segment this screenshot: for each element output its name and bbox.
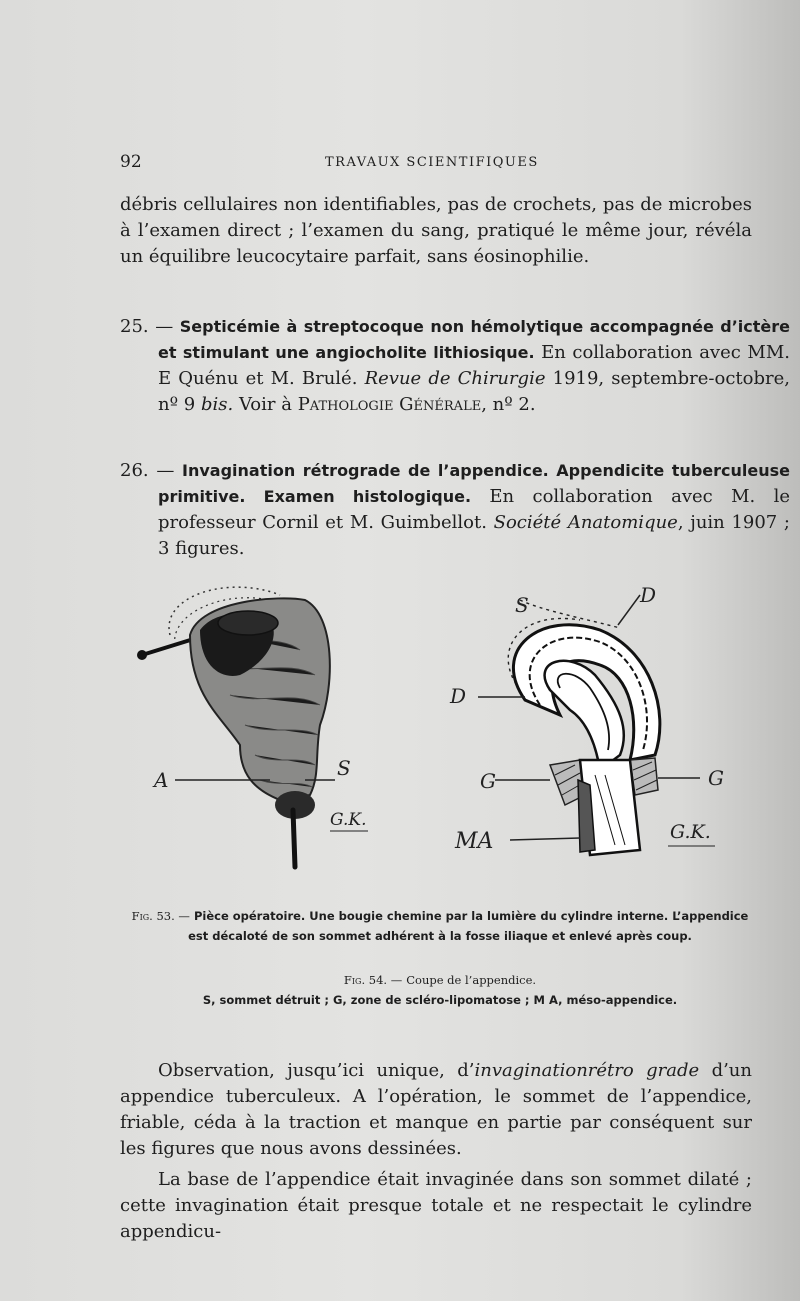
- paragraph-continued: [120, 192, 752, 270]
- paragraph-text: débris cellulaires non identifiables, pas de crochets, pas de microbes à l’examen direct ; l’examen du sang, pratiqué le même jour, révéla un équilibre leucocytaire parfait, sans éosinophilie.: [120, 194, 752, 267]
- figure-54-signature: G.K.: [670, 821, 711, 843]
- entry-text: , juin 1907 ; 3 figures.: [158, 512, 790, 559]
- paragraph-italic: invaginationrétro grade: [474, 1060, 700, 1081]
- entry-text: En collaboration avec MM. E Quénu et M. Brulé.: [158, 342, 790, 389]
- figure-54-label-g-right: G: [708, 766, 724, 790]
- paragraph-text: Observation, jusqu’ici unique, d’: [158, 1060, 475, 1081]
- figure-54-label-d-left: D: [450, 684, 467, 708]
- caption-label: Fig. 53. —: [131, 909, 190, 923]
- entry-title: Invagination rétrograde de l’appendice. Appendicite tuberculeuse primitive. Examen histologique.: [158, 461, 790, 506]
- running-title: TRAVAUX SCIENTIFIQUES: [325, 155, 539, 170]
- figure-53-signature: G.K.: [330, 810, 367, 830]
- page-number: 92: [120, 152, 142, 172]
- caption-title: Coupe de l’appendice.: [406, 973, 537, 987]
- paragraph-text: La base de l’appendice était invaginée dans son sommet dilaté ; cette invagination était presque totale et ne respectait le cylindre appendicu-: [120, 1169, 752, 1242]
- bibliography-entry-26: [120, 458, 790, 562]
- caption-legend: S, sommet détruit ; G, zone de scléro-lipomatose ; M A, méso-appendice.: [202, 993, 678, 1007]
- figure-54-section-diagram: [430, 580, 750, 870]
- entry-text: Voir à: [238, 394, 292, 415]
- observation-paragraph-2: [120, 1167, 752, 1245]
- entry-text: 1919, septembre-octobre, nº 9: [158, 368, 790, 415]
- journal-name: Revue de Chirurgie: [364, 368, 546, 389]
- figure-53-label-a: A: [154, 768, 169, 792]
- caption-text: Pièce opératoire. Une bougie chemine par la lumière du cylindre interne. L’appendice est décaloté de son sommet adhérent à la fosse iliaque et enlevé après coup.: [188, 909, 749, 943]
- caption-label: Fig. 54. —: [343, 973, 403, 987]
- page-header: [120, 152, 750, 176]
- entry-text: En collaboration avec M. le professeur Cornil et M. Guimbellot.: [158, 486, 791, 533]
- figure-53-label-s: S: [337, 756, 351, 780]
- entry-number: 25. —: [120, 316, 174, 337]
- entry-bis: bis.: [200, 394, 234, 415]
- entry-title: Septicémie à streptocoque non hémolytique accompagnée d’ictère et stimulant une angiocholite lithiosique.: [158, 317, 790, 362]
- paragraph-text: d’un appendice tuberculeux. A l’opération, le sommet de l’appendice, friable, céda à la traction et manque en partie par conséquent sur les figures que nous avons dessinées.: [120, 1060, 752, 1159]
- journal-name: Société Anatomique: [493, 512, 678, 533]
- figure-54-label-d-top: D: [640, 583, 657, 607]
- entry-text: , nº 2.: [481, 394, 536, 415]
- section-reference: Pathologie Générale: [297, 394, 482, 415]
- figure-54-label-g-left: G: [480, 769, 496, 793]
- figure-53-caption: [120, 906, 760, 946]
- figure-54-label-s: S: [515, 593, 529, 617]
- figure-53-specimen-drawing: [130, 575, 390, 875]
- entry-number: 26. —: [120, 460, 175, 481]
- bibliography-entry-25: [120, 314, 790, 418]
- figure-54-caption: [120, 970, 760, 1010]
- observation-paragraph-1: [120, 1058, 752, 1162]
- figure-54-label-ma: MA: [455, 829, 494, 854]
